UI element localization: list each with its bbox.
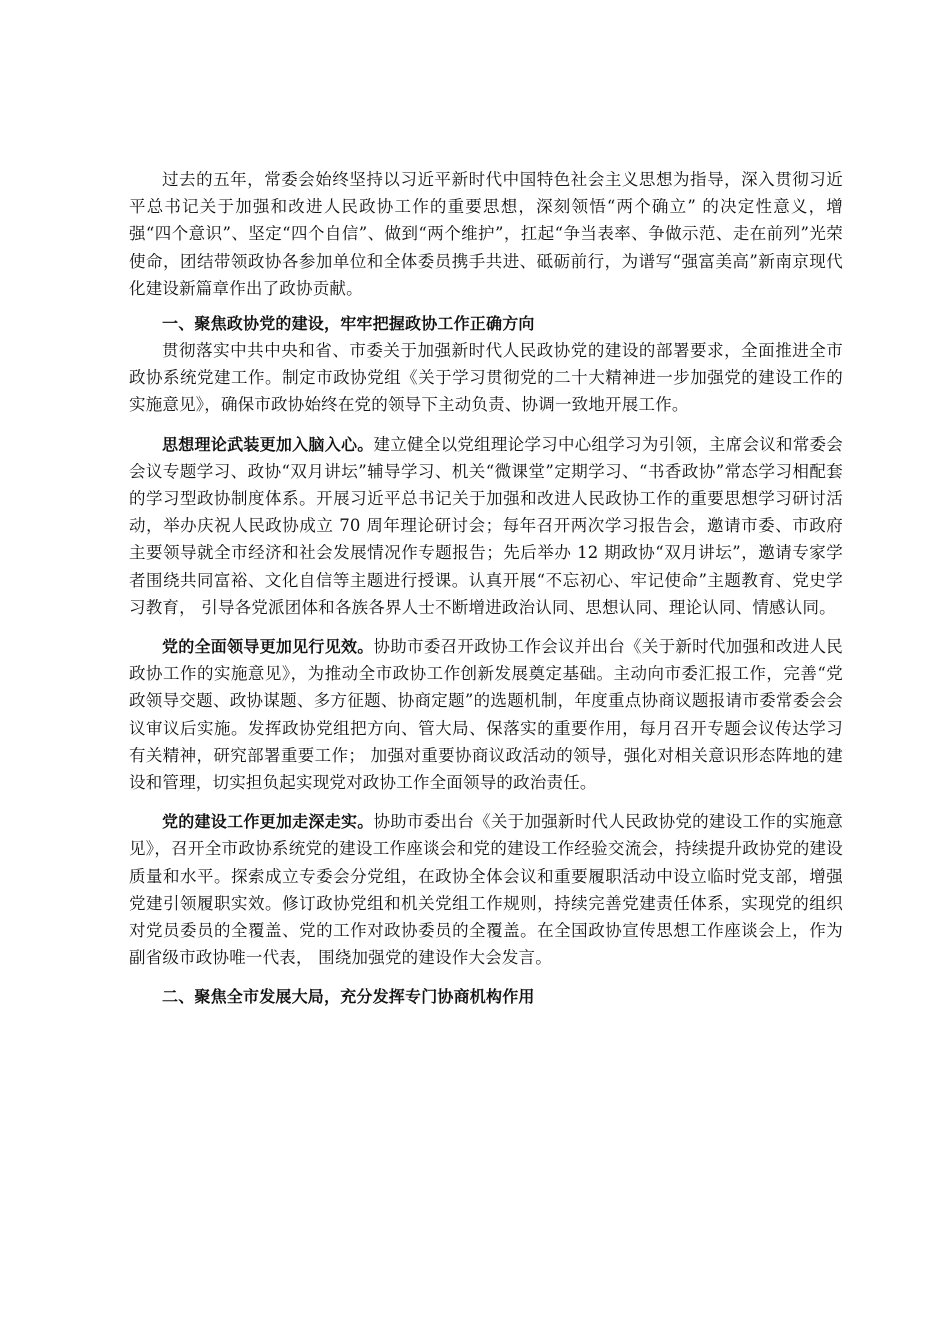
section-1-item-paragraph xyxy=(129,808,843,971)
section-1-item-paragraph xyxy=(129,633,843,796)
item-text: 协助市委召开政协工作会议并出台《关于新时代加强和改进人民政协工作的实施意见》，为推动全市政协工作创新发展奠定基础。主动向市委汇报工作，完善“党政领导交题、政协谋题、多方征题、协商定题”的选题机制，年度重点协商议题报请市委常委会会议审议后实施。发挥政协党组把方向、管大局、保落实的重要作用，每月召开专题会议传达学习有关精神，研究部署重要工作； 加强对重要协商议政活动的领导，强化对相关意识形态阵地的建设和管理，切实担负起实现党对政协工作全面领导的政治责任。 xyxy=(129,637,843,793)
section-1-heading: 一、聚焦政协党的建设，牢牢把握政协工作正确方向 xyxy=(162,314,535,334)
item-text: 建立健全以党组理论学习中心组学习为引领，主席会议和常委会会议专题学习、政协“双月讲坛”辅导学习、机关“微课堂”定期学习、“书香政协”常态学习相配套的学习型政协制度体系。开展习近平总书记关于加强和改进人民政协工作的重要思想学习研讨活动，举办庆祝人民政协成立 70 周年理论研讨会；每年召开两次学习报告会，邀请市委、市政府主要领导就全市经济和社会发展情况作专题报告；先后举办 12 期政协“双月讲坛”，邀请专家学者围绕共同富裕、文化自信等主题进行授课。认真开展“不忘初心、牢记使命”主题教育、党史学习教育， 引导各党派团体和各族各界人士不断增进政治认同、思想认同、理论认同、情感认同。 xyxy=(129,434,843,617)
section-2-heading: 二、聚焦全市发展大局，充分发挥专门协商机构作用 xyxy=(162,987,535,1007)
document-body xyxy=(129,166,843,1010)
item-lead: 思想理论武装更加入脑入心。 xyxy=(162,434,374,454)
item-text: 协助市委出台《关于加强新时代人民政协党的建设工作的实施意见》，召开全市政协系统党的建设工作座谈会和党的建设工作经验交流会，持续提升政协党的建设质量和水平。探索成立专委会分党组，在政协全体会议和重要履职活动中设立临时党支部，增强党建引领履职实效。修订政协党组和机关党组工作规则，持续完善党建责任体系，实现党的组织对党员委员的全覆盖、党的工作对政协委员的全覆盖。在全国政协宣传思想工作座谈会上，作为副省级市政协唯一代表， 围绕加强党的建设作大会发言。 xyxy=(129,812,843,968)
item-lead: 党的全面领导更加见行见效。 xyxy=(162,637,374,657)
section-1-intro-paragraph: 贯彻落实中共中央和省、市委关于加强新时代人民政协党的建设的部署要求，全面推进全市政协系统党建工作。制定市政协党组《关于学习贯彻党的二十大精神进一步加强党的建设工作的实施意见》，确保市政协始终在党的领导下主动负责、协调一致地开展工作。 xyxy=(129,341,843,415)
intro-paragraph: 过去的五年，常委会始终坚持以习近平新时代中国特色社会主义思想为指导，深入贯彻习近平总书记关于加强和改进人民政协工作的重要思想，深刻领悟“两个确立” 的决定性意义，增强“四个意识”、坚定“四个自信”、做到“两个维护”，扛起“争当表率、争做示范、走在前列”光荣使命，团结带领政协各参加单位和全体委员携手共进、砥砺前行，为谱写“强富美高”新南京现代化建设新篇章作出了政协贡献。 xyxy=(129,170,843,298)
section-1-item-paragraph xyxy=(129,431,843,621)
item-lead: 党的建设工作更加走深走实。 xyxy=(162,812,374,832)
